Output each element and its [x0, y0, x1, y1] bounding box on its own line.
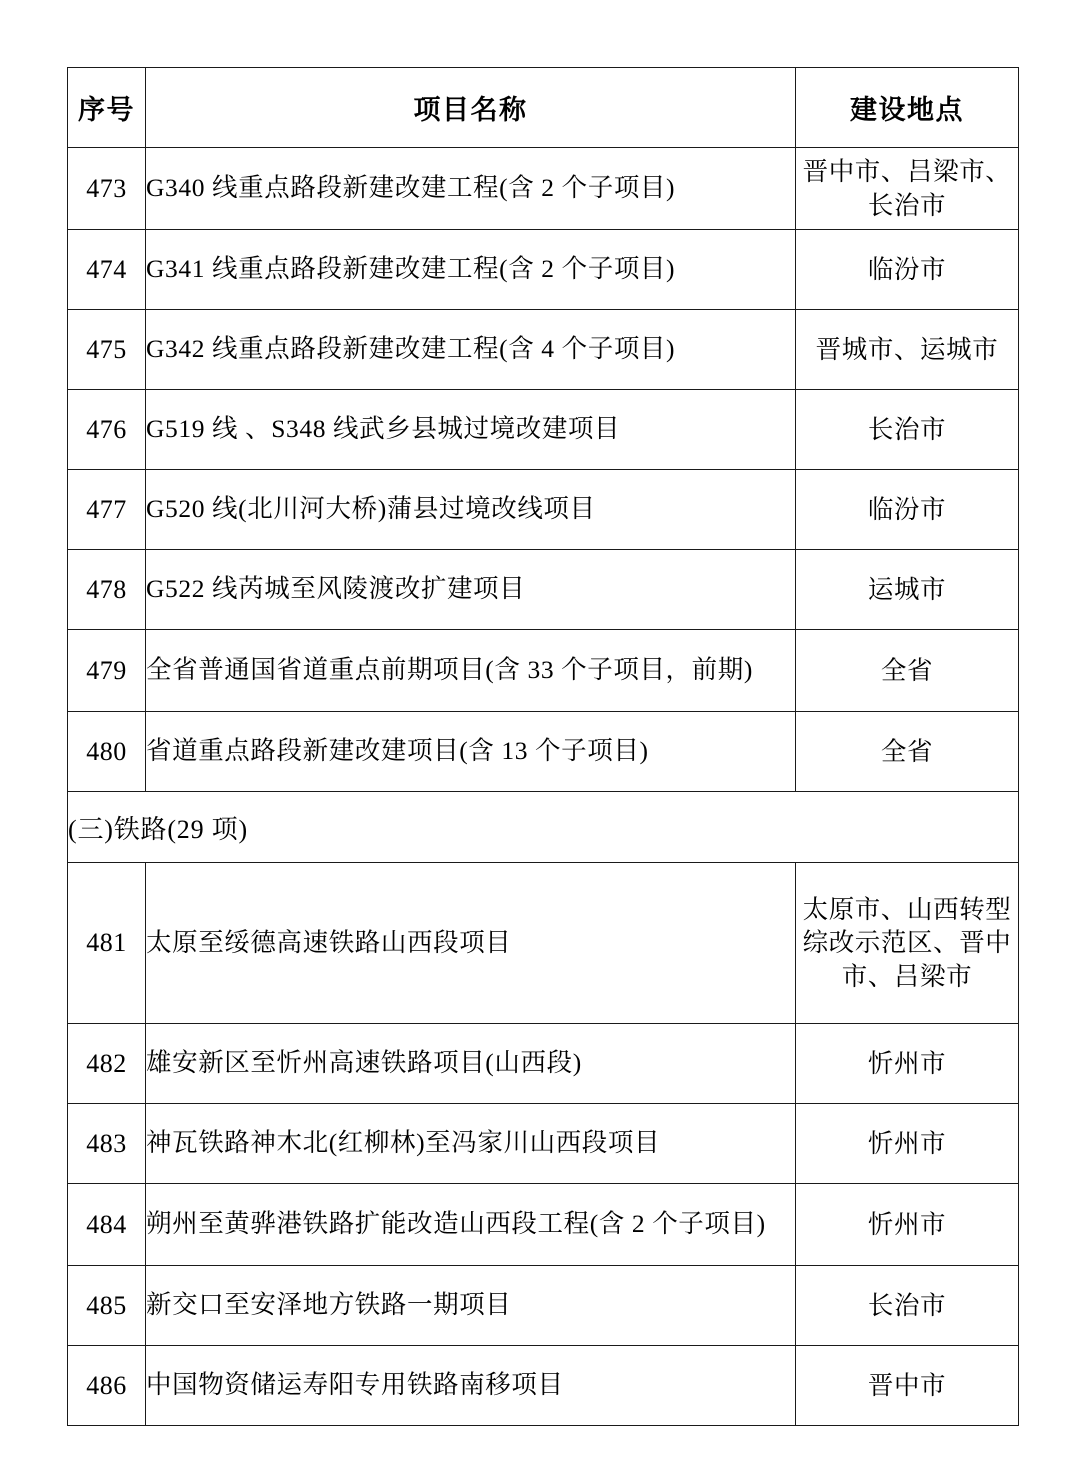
table-row [68, 712, 1019, 792]
section-heading-label: (三)铁路(29 项) [68, 792, 1019, 863]
row-construction-location: 晋中市、吕梁市、长治市 [796, 148, 1019, 230]
row-construction-location: 太原市、山西转型综改示范区、晋中市、吕梁市 [796, 863, 1019, 1024]
column-header-locale: 建设地点 [796, 68, 1019, 148]
table-row [68, 470, 1019, 550]
row-construction-location: 运城市 [796, 550, 1019, 630]
row-construction-location: 长治市 [796, 390, 1019, 470]
row-project-name: 新交口至安泽地方铁路一期项目 [146, 1266, 796, 1346]
row-index: 482 [68, 1024, 146, 1104]
row-index: 478 [68, 550, 146, 630]
row-construction-location: 全省 [796, 712, 1019, 792]
row-project-name: 中国物资储运寿阳专用铁路南移项目 [146, 1346, 796, 1426]
row-index: 473 [68, 148, 146, 230]
table-row [68, 630, 1019, 712]
table-row [68, 1104, 1019, 1184]
table-row [68, 230, 1019, 310]
row-index: 477 [68, 470, 146, 550]
table-row [68, 1266, 1019, 1346]
row-construction-location: 忻州市 [796, 1104, 1019, 1184]
table-header [68, 68, 1019, 148]
section-heading-row [68, 792, 1019, 863]
column-header-index: 序号 [68, 68, 146, 148]
row-index: 484 [68, 1184, 146, 1266]
table-row [68, 310, 1019, 390]
row-project-name: 全省普通国省道重点前期项目(含 33 个子项目，前期) [146, 630, 796, 712]
row-index: 480 [68, 712, 146, 792]
table-row [68, 1346, 1019, 1426]
row-project-name: 神瓦铁路神木北(红柳林)至冯家川山西段项目 [146, 1104, 796, 1184]
table-row [68, 148, 1019, 230]
row-construction-location: 晋中市 [796, 1346, 1019, 1426]
row-project-name: G342 线重点路段新建改建工程(含 4 个子项目) [146, 310, 796, 390]
column-header-name: 项目名称 [146, 68, 796, 148]
row-construction-location: 临汾市 [796, 230, 1019, 310]
row-project-name: G519 线 、S348 线武乡县城过境改建项目 [146, 390, 796, 470]
table-body [68, 148, 1019, 1426]
table-row [68, 390, 1019, 470]
row-project-name: G340 线重点路段新建改建工程(含 2 个子项目) [146, 148, 796, 230]
row-index: 486 [68, 1346, 146, 1426]
row-project-name: G520 线(北川河大桥)蒲县过境改线项目 [146, 470, 796, 550]
row-project-name: 雄安新区至忻州高速铁路项目(山西段) [146, 1024, 796, 1104]
table-header-row [68, 68, 1019, 148]
row-construction-location: 长治市 [796, 1266, 1019, 1346]
project-table [67, 67, 1019, 1426]
row-project-name: G341 线重点路段新建改建工程(含 2 个子项目) [146, 230, 796, 310]
row-construction-location: 全省 [796, 630, 1019, 712]
row-index: 476 [68, 390, 146, 470]
row-construction-location: 临汾市 [796, 470, 1019, 550]
row-construction-location: 忻州市 [796, 1184, 1019, 1266]
row-index: 475 [68, 310, 146, 390]
row-index: 479 [68, 630, 146, 712]
row-project-name: 太原至绥德高速铁路山西段项目 [146, 863, 796, 1024]
row-project-name: 朔州至黄骅港铁路扩能改造山西段工程(含 2 个子项目) [146, 1184, 796, 1266]
row-construction-location: 晋城市、运城市 [796, 310, 1019, 390]
row-index: 483 [68, 1104, 146, 1184]
row-project-name: 省道重点路段新建改建项目(含 13 个子项目) [146, 712, 796, 792]
table-row [68, 550, 1019, 630]
table-row [68, 863, 1019, 1024]
row-index: 474 [68, 230, 146, 310]
row-index: 481 [68, 863, 146, 1024]
table-row [68, 1184, 1019, 1266]
row-project-name: G522 线芮城至风陵渡改扩建项目 [146, 550, 796, 630]
row-index: 485 [68, 1266, 146, 1346]
table-row [68, 1024, 1019, 1104]
row-construction-location: 忻州市 [796, 1024, 1019, 1104]
